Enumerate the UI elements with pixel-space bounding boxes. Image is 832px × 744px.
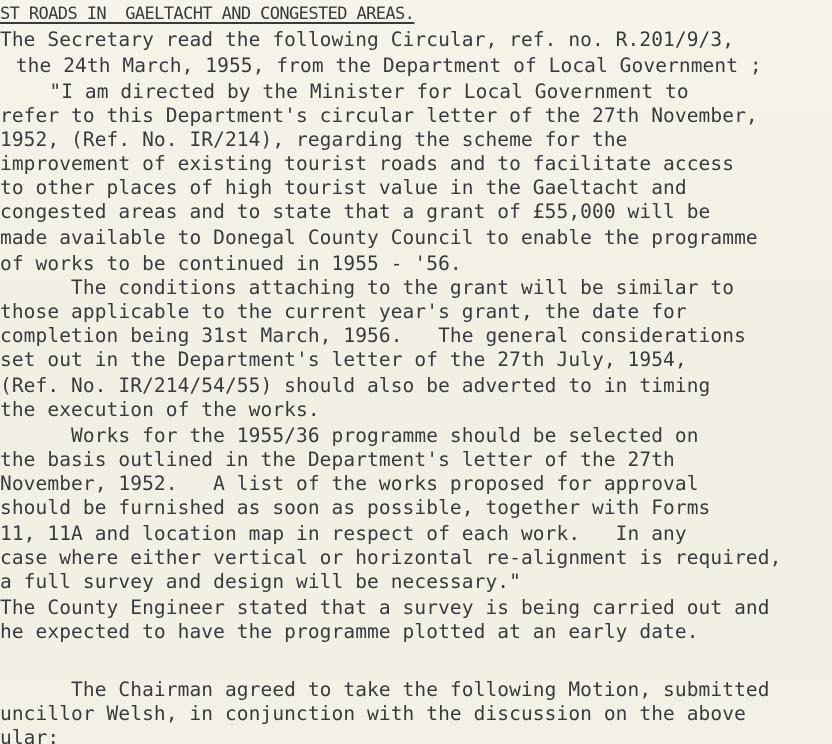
text-line-4: refer to this Department's circular letter of the 27th November, xyxy=(0,104,758,127)
text-line-22: case where either vertical or horizontal re-alignment is required, xyxy=(0,546,782,569)
text-line-17: Works for the 1955/36 programme should be selected on xyxy=(0,424,699,447)
text-line-11: The conditions attaching to the grant will be similar to xyxy=(0,276,735,299)
text-line-5: 1952, (Ref. No. IR/214), regarding the scheme for the xyxy=(0,128,628,151)
text-line-10: of works to be continued in 1955 - '56. xyxy=(0,252,462,275)
text-line-15: (Ref. No. IR/214/54/55) should also be adverted to in timing xyxy=(0,374,711,397)
text-line-20: should be furnished as soon as possible, together with Forms xyxy=(0,496,711,519)
text-line-29: ular: xyxy=(0,726,60,744)
text-line-16: the execution of the works. xyxy=(0,398,320,421)
text-line-18: the basis outlined in the Department's letter of the 27th xyxy=(0,448,675,471)
text-line-25: he expected to have the programme plotted at an early date. xyxy=(0,620,699,643)
text-line-14: set out in the Department's letter of the 27th July, 1954, xyxy=(0,348,687,371)
text-line-12: those applicable to the current year's grant, the date for xyxy=(0,300,687,323)
text-line-9: made available to Donegal County Council to enable the programme xyxy=(0,226,758,249)
text-line-28: uncillor Welsh, in conjunction with the discussion on the above xyxy=(0,702,746,725)
text-line-1: The Secretary read the following Circular, ref. no. R.201/9/3, xyxy=(0,28,735,51)
text-line-27: The Chairman agreed to take the following Motion, submitted xyxy=(0,678,770,701)
text-line-21: 11, 11A and location map in respect of each work. In any xyxy=(0,522,687,545)
text-line-6: improvement of existing tourist roads and to facilitate access xyxy=(0,152,735,175)
text-line-8: congested areas and to state that a grant of £55,000 will be xyxy=(0,200,711,223)
text-line-7: to other places of high tourist value in the Gaeltacht and xyxy=(0,176,687,199)
text-line-19: November, 1952. A list of the works proposed for approval xyxy=(0,472,699,495)
text-line-23: a full survey and design will be necessary." xyxy=(0,570,521,593)
text-line-3: "I am directed by the Minister for Local Government to xyxy=(2,80,689,103)
text-line-2: the 24th March, 1955, from the Department of Local Government ; xyxy=(4,54,762,77)
section-heading: ST ROADS IN GAELTACHT AND CONGESTED AREAS. xyxy=(0,4,415,24)
text-line-24: The County Engineer stated that a survey is being carried out and xyxy=(0,596,770,619)
text-line-13: completion being 31st March, 1956. The general considerations xyxy=(0,324,746,347)
